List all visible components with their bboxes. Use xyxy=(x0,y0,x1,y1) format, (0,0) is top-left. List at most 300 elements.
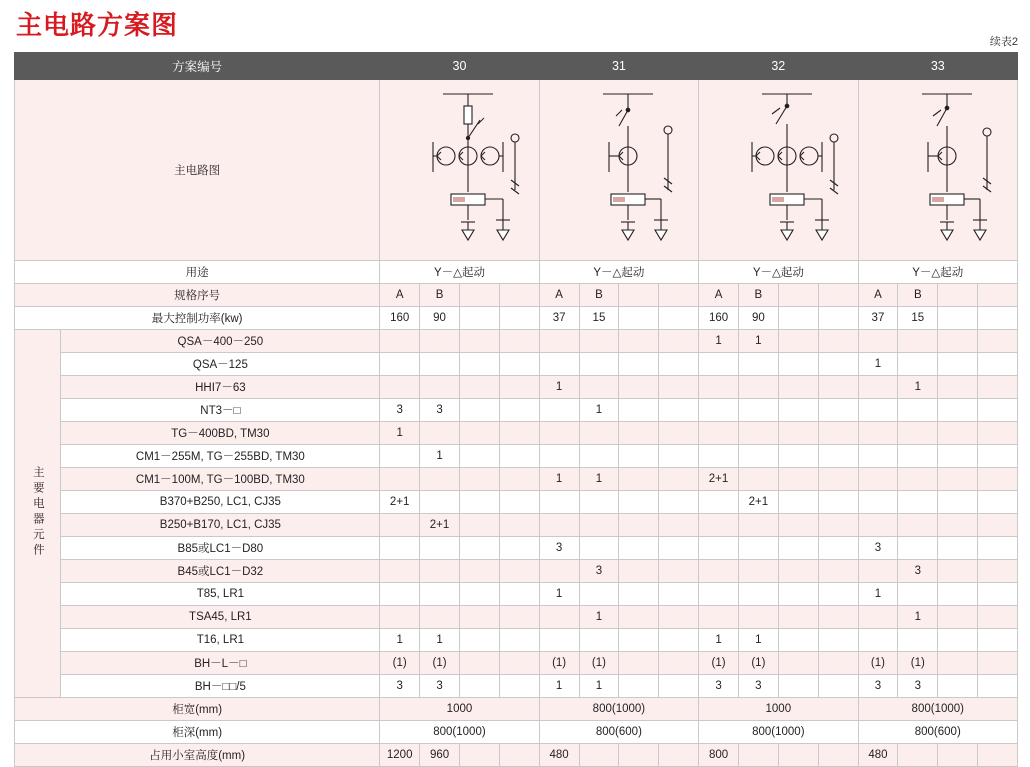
component-cell: (1) xyxy=(738,652,778,675)
component-cell xyxy=(499,491,539,514)
component-cell: 1 xyxy=(579,468,619,491)
component-cell xyxy=(778,652,818,675)
component-cell: 1 xyxy=(579,606,619,629)
usage-row xyxy=(15,261,1018,284)
component-name: B85或LC1－D80 xyxy=(61,537,380,560)
cabinet-depth-31: 800(600) xyxy=(539,721,698,744)
component-cell xyxy=(499,376,539,399)
component-cell xyxy=(778,353,818,376)
spec-index-row xyxy=(15,284,1018,307)
component-cell xyxy=(978,583,1018,606)
component-cell xyxy=(619,652,659,675)
component-cell xyxy=(539,445,579,468)
component-name: B45或LC1－D32 xyxy=(61,560,380,583)
power-cell xyxy=(818,307,858,330)
component-cell xyxy=(659,606,699,629)
diagram-row xyxy=(15,80,1018,261)
component-cell: 1 xyxy=(539,376,579,399)
cabinet-depth-33: 800(600) xyxy=(858,721,1017,744)
component-cell xyxy=(459,491,499,514)
component-cell xyxy=(898,422,938,445)
header-scheme-31: 31 xyxy=(539,53,698,80)
component-cell xyxy=(659,353,699,376)
component-cell: (1) xyxy=(539,652,579,675)
spec-cell: A xyxy=(380,284,420,307)
component-cell xyxy=(499,652,539,675)
component-cell: 1 xyxy=(858,353,898,376)
component-cell xyxy=(619,537,659,560)
component-cell xyxy=(778,399,818,422)
component-cell xyxy=(659,560,699,583)
component-cell xyxy=(499,675,539,698)
component-row xyxy=(15,376,1018,399)
component-cell xyxy=(619,468,659,491)
max-power-row xyxy=(15,307,1018,330)
component-cell xyxy=(818,330,858,353)
component-cell xyxy=(938,491,978,514)
component-row xyxy=(15,629,1018,652)
component-name: TG－400BD, TM30 xyxy=(61,422,380,445)
component-cell xyxy=(659,468,699,491)
component-cell xyxy=(778,537,818,560)
component-cell xyxy=(459,330,499,353)
component-name: T85, LR1 xyxy=(61,583,380,606)
component-cell xyxy=(699,353,739,376)
component-name: NT3－□ xyxy=(61,399,380,422)
usage-value-30: Y－△起动 xyxy=(380,261,539,284)
usage-value-31: Y－△起动 xyxy=(539,261,698,284)
component-cell xyxy=(938,330,978,353)
power-cell: 15 xyxy=(579,307,619,330)
component-cell xyxy=(938,399,978,422)
component-cell xyxy=(499,514,539,537)
component-cell xyxy=(858,445,898,468)
component-cell xyxy=(978,652,1018,675)
component-cell xyxy=(619,399,659,422)
component-cell xyxy=(858,560,898,583)
component-cell xyxy=(539,629,579,652)
component-cell xyxy=(699,583,739,606)
component-cell xyxy=(579,376,619,399)
component-cell xyxy=(738,445,778,468)
component-cell xyxy=(978,629,1018,652)
header-scheme-number-label: 方案编号 xyxy=(15,53,380,80)
component-cell xyxy=(818,537,858,560)
component-cell xyxy=(898,445,938,468)
component-cell xyxy=(699,422,739,445)
component-cell xyxy=(738,422,778,445)
component-cell xyxy=(818,399,858,422)
component-cell: 2+1 xyxy=(699,468,739,491)
component-cell xyxy=(659,399,699,422)
component-cell xyxy=(539,330,579,353)
component-cell xyxy=(978,675,1018,698)
component-cell xyxy=(499,468,539,491)
component-cell xyxy=(499,399,539,422)
component-cell xyxy=(978,422,1018,445)
component-name: B250+B170, LC1, CJ35 xyxy=(61,514,380,537)
component-cell: 3 xyxy=(380,399,420,422)
component-cell xyxy=(858,399,898,422)
height-cell: 960 xyxy=(420,744,460,767)
component-cell xyxy=(420,376,460,399)
component-cell xyxy=(499,422,539,445)
diagram-row-label: 主电路图 xyxy=(15,80,380,261)
power-cell xyxy=(938,307,978,330)
height-cell: 480 xyxy=(858,744,898,767)
height-cell xyxy=(579,744,619,767)
component-cell xyxy=(539,399,579,422)
cabinet-width-33: 800(1000) xyxy=(858,698,1017,721)
component-cell xyxy=(938,537,978,560)
height-cell xyxy=(619,744,659,767)
component-cell xyxy=(978,353,1018,376)
usage-label: 用途 xyxy=(15,261,380,284)
component-cell xyxy=(778,583,818,606)
component-cell xyxy=(459,376,499,399)
spec-cell: A xyxy=(699,284,739,307)
component-cell xyxy=(619,560,659,583)
component-cell xyxy=(420,491,460,514)
component-cell xyxy=(619,353,659,376)
component-row xyxy=(15,422,1018,445)
component-cell xyxy=(499,606,539,629)
component-cell xyxy=(738,514,778,537)
cabinet-depth-row xyxy=(15,721,1018,744)
cabinet-width-31: 800(1000) xyxy=(539,698,698,721)
component-cell xyxy=(459,629,499,652)
component-cell: 3 xyxy=(898,560,938,583)
component-row xyxy=(15,491,1018,514)
spec-cell xyxy=(778,284,818,307)
power-cell xyxy=(459,307,499,330)
component-cell xyxy=(380,376,420,399)
component-cell xyxy=(778,560,818,583)
component-cell xyxy=(579,514,619,537)
component-name: HHI7－63 xyxy=(61,376,380,399)
spec-cell: A xyxy=(858,284,898,307)
component-cell xyxy=(619,422,659,445)
component-cell xyxy=(459,652,499,675)
component-name: B370+B250, LC1, CJ35 xyxy=(61,491,380,514)
component-row xyxy=(15,445,1018,468)
component-name: BH－□□/5 xyxy=(61,675,380,698)
circuit-diagram-33 xyxy=(858,80,1017,261)
component-cell xyxy=(619,629,659,652)
height-cell xyxy=(818,744,858,767)
height-cell xyxy=(898,744,938,767)
component-cell xyxy=(380,445,420,468)
component-cell: 1 xyxy=(738,629,778,652)
component-cell xyxy=(858,514,898,537)
component-cell xyxy=(938,675,978,698)
component-cell xyxy=(659,491,699,514)
component-cell xyxy=(818,468,858,491)
component-cell xyxy=(380,468,420,491)
component-cell xyxy=(699,606,739,629)
height-cell: 1200 xyxy=(380,744,420,767)
components-group-label-text: 主要电器元件 xyxy=(31,465,44,559)
component-cell xyxy=(818,560,858,583)
circuit-diagram-32 xyxy=(699,80,858,261)
component-cell xyxy=(978,537,1018,560)
component-cell xyxy=(380,583,420,606)
component-cell xyxy=(858,330,898,353)
component-cell xyxy=(898,629,938,652)
cabinet-width-32: 1000 xyxy=(699,698,858,721)
component-cell xyxy=(818,376,858,399)
component-cell xyxy=(699,376,739,399)
component-cell: 1 xyxy=(539,468,579,491)
component-cell xyxy=(778,675,818,698)
component-cell xyxy=(898,353,938,376)
component-cell xyxy=(898,399,938,422)
component-cell xyxy=(699,514,739,537)
component-cell xyxy=(499,583,539,606)
component-cell: 2+1 xyxy=(420,514,460,537)
component-cell xyxy=(459,560,499,583)
component-cell: (1) xyxy=(898,652,938,675)
component-cell: 3 xyxy=(858,537,898,560)
component-cell xyxy=(420,353,460,376)
component-cell xyxy=(659,652,699,675)
spec-cell xyxy=(499,284,539,307)
component-cell xyxy=(898,330,938,353)
component-cell: 3 xyxy=(420,675,460,698)
height-cell: 800 xyxy=(699,744,739,767)
component-cell xyxy=(818,422,858,445)
component-cell xyxy=(938,514,978,537)
component-cell xyxy=(699,537,739,560)
spec-cell xyxy=(459,284,499,307)
component-row xyxy=(15,560,1018,583)
component-cell xyxy=(938,629,978,652)
component-cell xyxy=(778,468,818,491)
compartment-height-row xyxy=(15,744,1018,767)
component-cell xyxy=(978,514,1018,537)
component-cell xyxy=(978,560,1018,583)
power-cell xyxy=(659,307,699,330)
component-name: BH－L－□ xyxy=(61,652,380,675)
component-cell xyxy=(659,422,699,445)
spec-cell: B xyxy=(420,284,460,307)
power-cell: 90 xyxy=(738,307,778,330)
component-cell xyxy=(818,353,858,376)
component-cell xyxy=(499,330,539,353)
compartment-height-label: 占用小室高度(mm) xyxy=(15,744,380,767)
power-cell xyxy=(619,307,659,330)
spec-cell xyxy=(978,284,1018,307)
component-cell: 3 xyxy=(699,675,739,698)
component-cell: (1) xyxy=(380,652,420,675)
component-cell: 3 xyxy=(738,675,778,698)
component-row xyxy=(15,537,1018,560)
component-cell xyxy=(978,445,1018,468)
component-cell xyxy=(659,675,699,698)
component-cell xyxy=(978,606,1018,629)
power-cell xyxy=(778,307,818,330)
component-row xyxy=(15,652,1018,675)
component-cell xyxy=(738,606,778,629)
component-row xyxy=(15,606,1018,629)
component-row xyxy=(15,468,1018,491)
component-cell xyxy=(738,353,778,376)
component-cell xyxy=(619,514,659,537)
component-cell: 1 xyxy=(380,629,420,652)
component-cell xyxy=(659,445,699,468)
height-cell xyxy=(778,744,818,767)
cabinet-width-label: 柜宽(mm) xyxy=(15,698,380,721)
component-cell xyxy=(420,422,460,445)
component-cell: 1 xyxy=(579,399,619,422)
component-cell xyxy=(938,376,978,399)
component-cell: 1 xyxy=(738,330,778,353)
component-cell: (1) xyxy=(579,652,619,675)
component-cell xyxy=(858,491,898,514)
component-cell xyxy=(619,330,659,353)
component-cell xyxy=(738,537,778,560)
power-cell: 90 xyxy=(420,307,460,330)
component-cell xyxy=(380,537,420,560)
component-cell xyxy=(818,514,858,537)
spec-cell: A xyxy=(539,284,579,307)
component-cell xyxy=(459,675,499,698)
cabinet-depth-label: 柜深(mm) xyxy=(15,721,380,744)
component-cell xyxy=(499,537,539,560)
component-cell xyxy=(978,399,1018,422)
component-cell xyxy=(978,376,1018,399)
spec-cell xyxy=(619,284,659,307)
component-cell: 1 xyxy=(699,330,739,353)
component-cell: 3 xyxy=(579,560,619,583)
component-cell xyxy=(459,422,499,445)
component-cell xyxy=(738,399,778,422)
height-cell xyxy=(938,744,978,767)
main-circuit-scheme-table xyxy=(14,52,1018,767)
height-cell: 480 xyxy=(539,744,579,767)
component-cell xyxy=(619,445,659,468)
component-cell xyxy=(659,330,699,353)
component-row xyxy=(15,514,1018,537)
component-cell xyxy=(778,491,818,514)
component-cell: 3 xyxy=(380,675,420,698)
component-cell xyxy=(659,514,699,537)
component-cell: 1 xyxy=(898,606,938,629)
component-cell: 1 xyxy=(539,675,579,698)
component-cell xyxy=(818,491,858,514)
component-row xyxy=(15,675,1018,698)
spec-cell xyxy=(938,284,978,307)
component-cell xyxy=(938,606,978,629)
component-cell xyxy=(619,675,659,698)
component-row xyxy=(15,353,1018,376)
component-cell xyxy=(539,353,579,376)
component-cell xyxy=(579,537,619,560)
continued-table-label: 续表2 xyxy=(989,36,1018,48)
header-scheme-30: 30 xyxy=(380,53,539,80)
component-row xyxy=(15,330,1018,353)
component-cell xyxy=(978,491,1018,514)
component-cell xyxy=(938,468,978,491)
component-cell xyxy=(978,468,1018,491)
component-cell xyxy=(539,491,579,514)
component-cell xyxy=(459,445,499,468)
component-cell xyxy=(579,445,619,468)
component-cell xyxy=(858,606,898,629)
component-cell xyxy=(459,399,499,422)
component-cell xyxy=(579,583,619,606)
component-cell xyxy=(420,583,460,606)
component-cell xyxy=(858,422,898,445)
component-name: T16, LR1 xyxy=(61,629,380,652)
height-cell xyxy=(738,744,778,767)
component-cell xyxy=(459,468,499,491)
power-cell: 160 xyxy=(380,307,420,330)
component-cell: 2+1 xyxy=(380,491,420,514)
component-cell: 1 xyxy=(898,376,938,399)
component-cell xyxy=(738,376,778,399)
spec-cell xyxy=(818,284,858,307)
height-cell xyxy=(659,744,699,767)
component-cell: 3 xyxy=(539,537,579,560)
component-cell xyxy=(898,491,938,514)
component-cell xyxy=(818,445,858,468)
component-cell xyxy=(898,537,938,560)
component-cell: 3 xyxy=(858,675,898,698)
component-cell: 1 xyxy=(539,583,579,606)
component-cell: 1 xyxy=(858,583,898,606)
component-cell xyxy=(380,606,420,629)
height-cell xyxy=(459,744,499,767)
component-cell xyxy=(380,353,420,376)
component-cell xyxy=(778,606,818,629)
component-cell xyxy=(938,422,978,445)
spec-cell: B xyxy=(738,284,778,307)
component-cell xyxy=(420,468,460,491)
component-cell xyxy=(898,468,938,491)
component-cell xyxy=(699,399,739,422)
component-cell: 1 xyxy=(699,629,739,652)
usage-value-32: Y－△起动 xyxy=(699,261,858,284)
header-scheme-33: 33 xyxy=(858,53,1017,80)
component-row xyxy=(15,583,1018,606)
component-cell xyxy=(778,376,818,399)
component-cell xyxy=(659,537,699,560)
component-cell xyxy=(420,537,460,560)
component-cell xyxy=(459,514,499,537)
component-cell xyxy=(699,491,739,514)
component-cell xyxy=(699,560,739,583)
component-cell xyxy=(898,514,938,537)
component-cell xyxy=(699,445,739,468)
component-cell xyxy=(380,330,420,353)
component-cell xyxy=(938,583,978,606)
power-cell xyxy=(978,307,1018,330)
component-cell: 3 xyxy=(898,675,938,698)
component-cell xyxy=(738,560,778,583)
component-cell xyxy=(778,445,818,468)
component-cell xyxy=(738,583,778,606)
component-cell xyxy=(619,606,659,629)
cabinet-width-row xyxy=(15,698,1018,721)
component-cell: (1) xyxy=(858,652,898,675)
spec-cell: B xyxy=(898,284,938,307)
spec-cell: B xyxy=(579,284,619,307)
component-cell xyxy=(938,353,978,376)
component-cell xyxy=(659,629,699,652)
component-cell xyxy=(778,422,818,445)
component-cell xyxy=(659,376,699,399)
